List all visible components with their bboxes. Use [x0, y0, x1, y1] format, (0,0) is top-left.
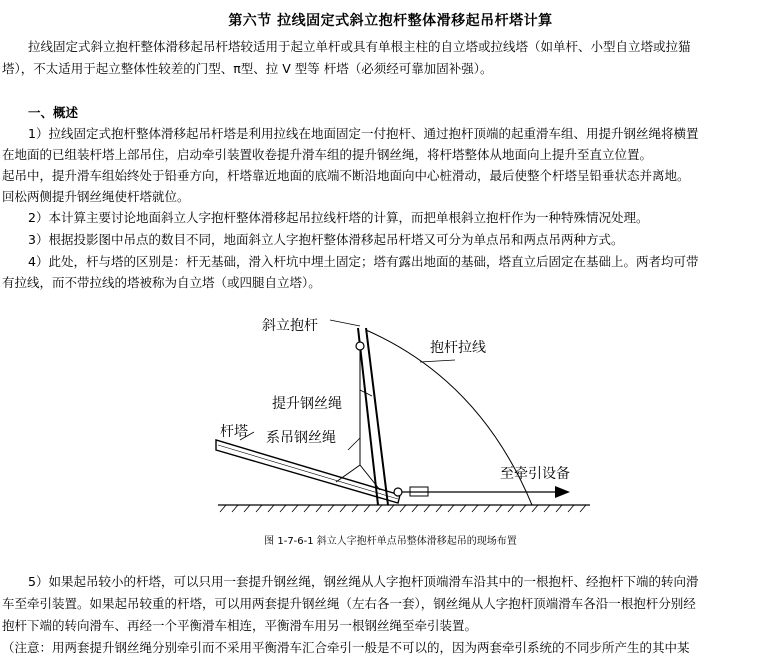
item-4-line-2: 有拉线，而不带拉线的塔被称为自立塔（或四腿自立塔）。 — [2, 275, 321, 290]
bottom-pulley — [394, 488, 402, 496]
label-gin-pole: 斜立抱杆 — [262, 318, 318, 334]
intro-line-2: 塔），不太适用于起立整体性较差的门型、π型、拉 V 型等 杆塔（必须经可靠加固补强）。 — [2, 61, 493, 76]
figure-caption: 图 1-7-6-1 斜立人字抱杆单点吊整体滑移起吊的现场布置 — [264, 536, 517, 547]
top-pulley — [356, 342, 364, 350]
section-title: 第六节 拉线固定式斜立抱杆整体滑移起吊杆塔计算 — [228, 13, 553, 29]
traction-arrow — [555, 486, 570, 498]
item-5-line-4: （注意：用两套提升钢丝绳分别牵引而不采用平衡滑车汇合牵引一般是不可以的，因为两套牵引系统的不同步所产生的其中某 — [2, 640, 690, 655]
gin-pole-leg-1 — [358, 328, 378, 505]
tower-centerline — [218, 445, 398, 499]
ground-hatch — [220, 505, 586, 512]
item-5-line-3: 抱杆下端的转向滑车、再经一个平衡滑车相连，平衡滑车用另一根钢丝绳至牵引装置。 — [2, 618, 478, 633]
item-5-line-2: 车至牵引装置。如果起吊较重的杆塔，可以用两套提升钢丝绳（左右各一套），钢丝绳从人字抱杆顶端滑车各沿一根抱杆分别经 — [2, 596, 696, 611]
label-lifting-rope: 提升钢丝绳 — [272, 396, 342, 412]
intro-line-1: 拉线固定式斜立抱杆整体滑移起吊杆塔较适用于起立单杆或具有单根主柱的自立塔或拉线塔（如单杆、小型自立塔或拉猫 — [28, 39, 691, 54]
item-3: 3）根据投影图中吊点的数目不同，地面斜立人字抱杆整体滑移起吊杆塔又可分为单点吊和两点吊两种方式。 — [28, 232, 624, 247]
item-5-line-1: 5）如果起吊较小的杆塔，可以只用一套提升钢丝绳，钢丝绳从人字抱杆顶端滑车沿其中的一根抱杆、经抱杆下端的转向滑 — [28, 574, 699, 589]
site-layout-figure — [210, 300, 600, 530]
label-tower: 杆塔 — [220, 424, 248, 440]
item-1-line-1: 1）拉线固定式抱杆整体滑移起吊杆塔是利用拉线在地面固定一付抱杆、通过抱杆顶端的起重滑车组、用提升钢丝绳将横置 — [28, 126, 699, 141]
leader-guy — [420, 360, 455, 362]
overview-heading: 一、概述 — [28, 105, 79, 120]
label-sling-rope: 系吊钢丝绳 — [266, 430, 336, 446]
item-1-line-4: 回松两侧提升钢丝绳使杆塔就位。 — [2, 189, 190, 204]
leader-sling — [348, 438, 360, 450]
item-4-line-1: 4）此处，杆与塔的区别是：杆无基础，滑入杆坑中埋土固定；塔有露出地面的基础，塔直立后固定在基础上。两者均可带 — [28, 254, 699, 269]
leader-pole — [330, 320, 360, 326]
label-guy-wire: 抱杆拉线 — [430, 340, 486, 356]
item-2: 2）本计算主要讨论地面斜立人字抱杆整体滑移起吊拉线杆塔的计算，而把单根斜立抱杆作为一种特殊情况处理。 — [28, 210, 649, 225]
item-1-line-3: 起吊中，提升滑车组始终处于铅垂方向，杆塔靠近地面的底端不断沿地面向中心桩滑动，最后使整个杆塔呈铅垂状态并离地。 — [2, 168, 690, 183]
item-1-line-2: 在地面的已组装杆塔上部吊住，启动牵引装置收卷提升滑车组的提升钢丝绳，将杆塔整体从地面向上提升至直立位置。 — [2, 147, 653, 162]
gin-pole-leg-2 — [366, 328, 388, 505]
label-traction: 至牵引设备 — [500, 466, 570, 482]
